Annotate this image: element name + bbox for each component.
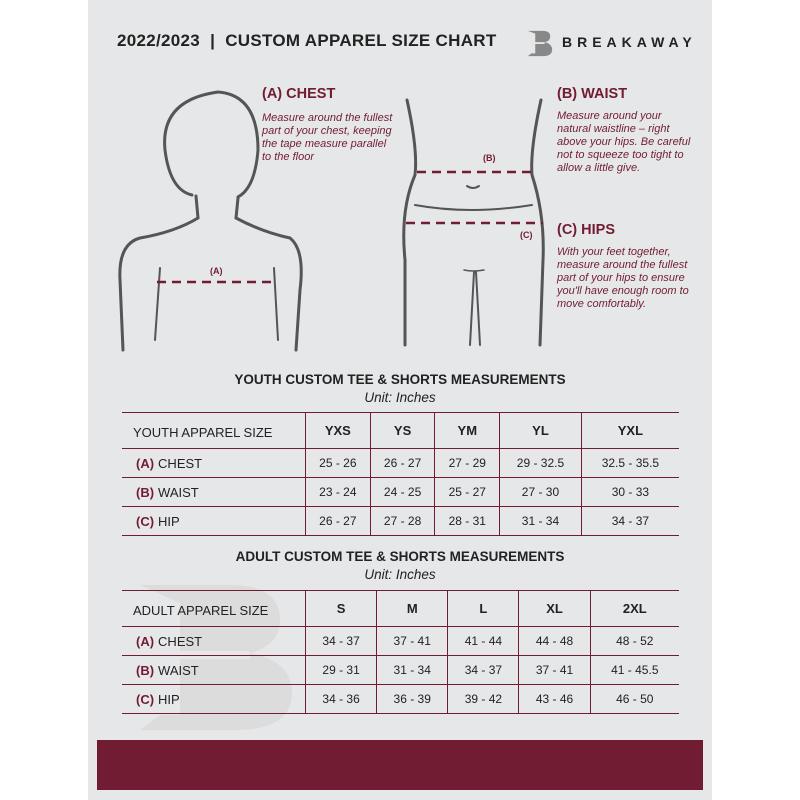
adult-size-table [122,590,679,714]
chest-marker: (A) [210,266,223,276]
page-title: 2022/2023 | CUSTOM APPAREL SIZE CHART [117,31,497,50]
row-name: HIP [158,691,180,707]
cell: 46 - 50 [590,685,679,714]
youth-table-unit: Unit: Inches [364,390,436,405]
table-row [122,478,679,507]
youth-table-title: YOUTH CUSTOM TEE & SHORTS MEASUREMENTS [234,372,566,387]
hips-marker: (C) [520,230,533,240]
cell: 29 - 31 [306,656,377,685]
row-tag: (B) [136,484,155,500]
cell: 25 - 27 [435,478,500,507]
header-cell: YXL [581,413,679,449]
header-cell: M [377,591,448,627]
row-name: HIP [158,513,180,529]
row-label [122,507,306,536]
table-header-row [122,413,679,449]
cell: 27 - 29 [435,449,500,478]
cell: 26 - 27 [370,449,435,478]
header-cell: XL [519,591,590,627]
table-row [122,507,679,536]
cell: 30 - 33 [581,478,679,507]
cell: 26 - 27 [306,507,371,536]
row-tag: (C) [136,691,155,707]
row-label [122,449,306,478]
cell: 28 - 31 [435,507,500,536]
header-cell: YS [370,413,435,449]
row-tag: (A) [136,455,155,471]
header-cell: ADULT APPAREL SIZE [122,591,306,627]
header-cell: YXS [306,413,371,449]
chest-instructions: Measure around the fullest part of your chest, keeping the tape measure parallel to the floor [262,112,393,163]
row-label [122,656,306,685]
cell: 41 - 44 [448,627,519,656]
row-label [122,478,306,507]
chest-heading: (A) CHEST [262,86,336,102]
cell: 43 - 46 [519,685,590,714]
adult-table-title: ADULT CUSTOM TEE & SHORTS MEASUREMENTS [235,549,565,564]
table-row [122,656,679,685]
waist-heading: (B) WAIST [557,86,628,102]
cell: 37 - 41 [519,656,590,685]
row-name: WAIST [158,662,199,678]
waist-instructions: Measure around your natural waistline – right above your hips. Be careful not to squeeze too tight to allow a little give. [557,110,691,174]
cell: 34 - 37 [581,507,679,536]
row-tag: (C) [136,513,155,529]
table-header-row [122,591,679,627]
header-cell: 2XL [590,591,679,627]
row-label [122,627,306,656]
header-cell: YM [435,413,500,449]
cell: 34 - 36 [306,685,377,714]
header-cell: YOUTH APPAREL SIZE [122,413,306,449]
cell: 23 - 24 [306,478,371,507]
hips-instructions: With your feet together, measure around the fullest part of your hips to ensure you'll have enough room to move comfortably. [557,246,689,310]
hips-heading: (C) HIPS [557,222,615,238]
cell: 39 - 42 [448,685,519,714]
cell: 34 - 37 [448,656,519,685]
row-name: WAIST [158,484,199,500]
row-label [122,685,306,714]
cell: 27 - 28 [370,507,435,536]
youth-size-table [122,412,679,536]
cell: 25 - 26 [306,449,371,478]
cell: 48 - 52 [590,627,679,656]
header-cell: L [448,591,519,627]
waist-marker: (B) [483,153,496,163]
brand-name: BREAKAWAY [562,34,697,50]
cell: 27 - 30 [500,478,582,507]
row-name: CHEST [158,633,203,649]
adult-table-unit: Unit: Inches [364,567,436,582]
header-cell: YL [500,413,582,449]
header-cell: S [306,591,377,627]
row-name: CHEST [158,455,203,471]
cell: 34 - 37 [306,627,377,656]
table-row [122,685,679,714]
table-row [122,449,679,478]
cell: 32.5 - 35.5 [581,449,679,478]
cell: 31 - 34 [377,656,448,685]
cell: 24 - 25 [370,478,435,507]
table-row [122,627,679,656]
row-tag: (B) [136,662,155,678]
cell: 41 - 45.5 [590,656,679,685]
cell: 37 - 41 [377,627,448,656]
row-tag: (A) [136,633,155,649]
cell: 36 - 39 [377,685,448,714]
cell: 44 - 48 [519,627,590,656]
cell: 29 - 32.5 [500,449,582,478]
cell: 31 - 34 [500,507,582,536]
footer-band [97,740,703,790]
